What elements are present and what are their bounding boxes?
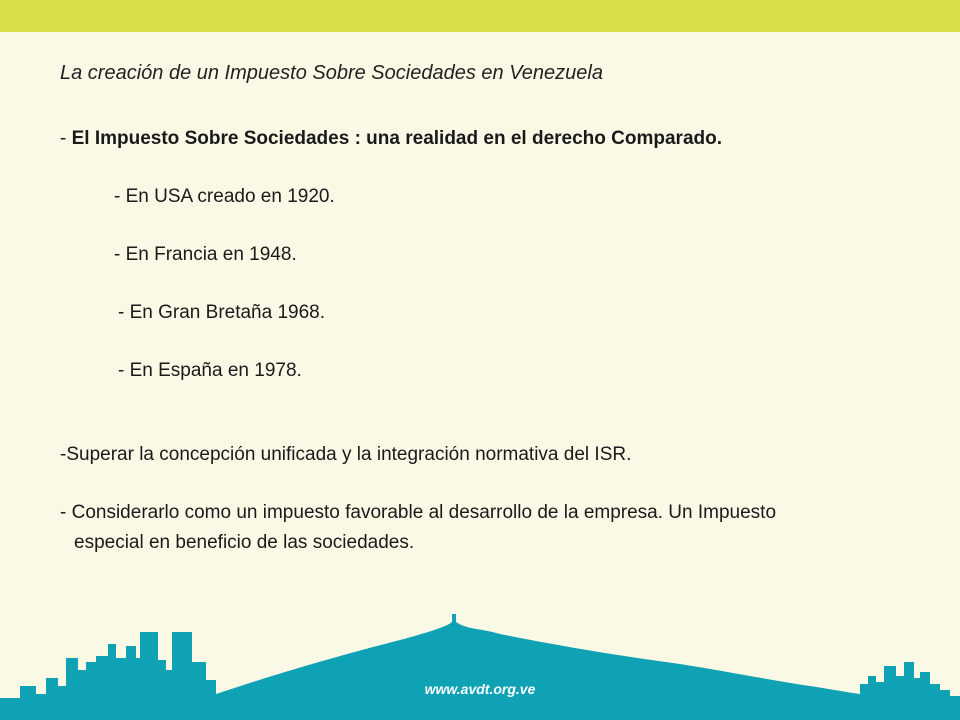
point-favorable-line1: - Considerarlo como un impuesto favorable al desarrollo de la empresa. Un Impuesto [60,502,777,523]
slide-title: La creación de un Impuesto Sobre Sociedades en Venezuela [60,62,603,84]
point-favorable-line2: especial en beneficio de las sociedades. [74,532,415,553]
heading-text: El Impuesto Sobre Sociedades : una realidad en el derecho Comparado. [71,128,722,149]
point-unification: -Superar la concepción unificada y la integración normativa del ISR. [60,444,632,465]
sub-item-spain: - En España en 1978. [118,360,302,381]
sub-item-usa: - En USA creado en 1920. [114,186,335,207]
footer-url[interactable]: www.avdt.org.ve [424,681,536,697]
heading-dash: - [60,128,72,149]
sub-item-britain: - En Gran Bretaña 1968. [118,302,326,323]
sub-item-france: - En Francia en 1948. [114,244,297,265]
top-accent-bar [0,0,960,32]
city-skyline-illustration [0,600,960,720]
heading-line [60,128,722,150]
